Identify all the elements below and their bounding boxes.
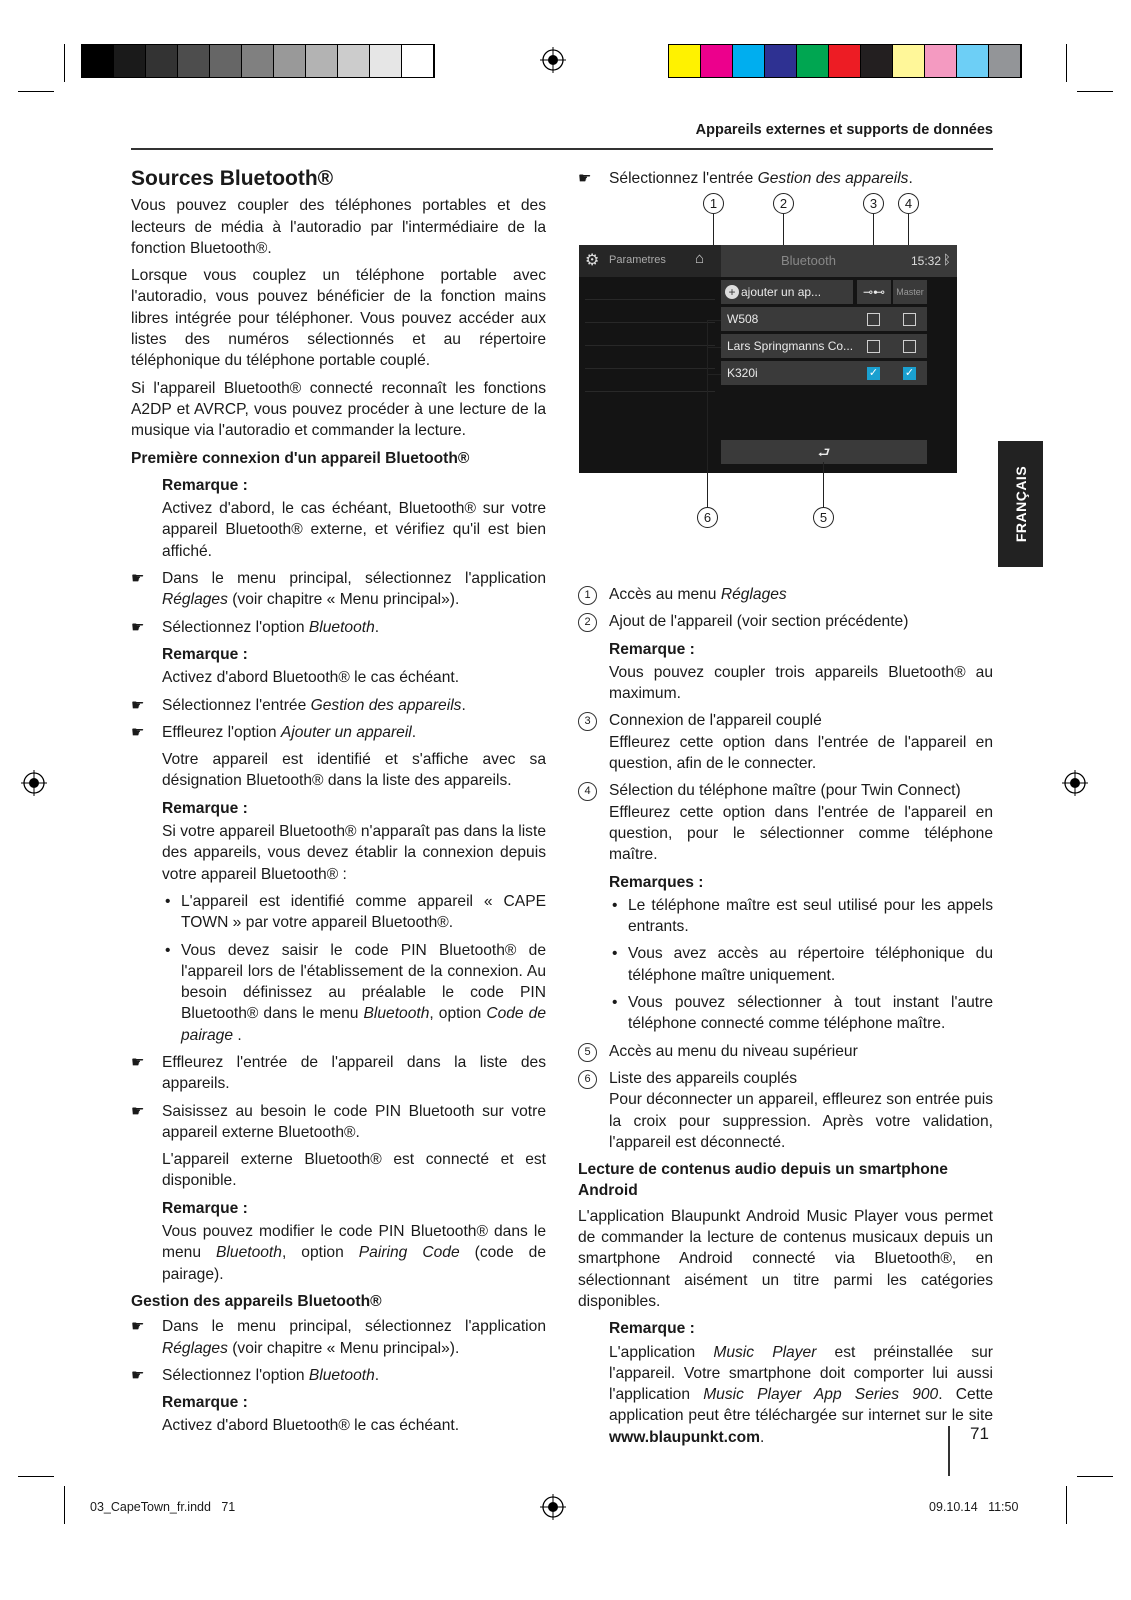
bullet-item: • Vous devez saisir le code PIN Bluetooth® de l'appareil lors de l'établissement de la connexion. Au besoin définissez au préalable le code PIN Bluetooth® dans le menu Bluetooth, option Code de pairage .: [165, 941, 546, 1044]
settings-label[interactable]: Parametres: [609, 254, 666, 266]
instruction-step: ☛ Sélectionnez l'entrée Gestion des appareils.: [578, 168, 993, 189]
leader-line: [707, 374, 721, 375]
bluetooth-icon: ᛒ: [943, 252, 951, 267]
pointing-hand-icon: ☛: [131, 1366, 145, 1384]
back-button[interactable]: [721, 440, 927, 464]
leader-line: [707, 320, 708, 508]
screen-title: Bluetooth: [781, 253, 836, 268]
crop-mark: [1077, 1476, 1113, 1477]
paragraph: Votre appareil est identifié et s'affiche avec sa désignation Bluetooth® dans la liste des appareils.: [162, 751, 546, 790]
note-title: Remarque :: [609, 640, 695, 658]
note-title: Remarques :: [609, 873, 704, 891]
device-row[interactable]: K320i ✓ ✓: [721, 361, 927, 385]
right-top-step: [578, 168, 993, 195]
gear-icon[interactable]: ⚙: [585, 252, 600, 269]
crop-mark: [1066, 1486, 1067, 1524]
paragraph: Si l'appareil Bluetooth® connecté reconnaît les fonctions A2DP et AVRCP, vous pouvez procéder à une lecture de la musique via l'autoradio et commander la lecture.: [131, 379, 546, 440]
registration-mark-icon: [540, 47, 566, 73]
leader-line: [707, 347, 721, 348]
device-row[interactable]: Lars Springmanns Co...: [721, 334, 927, 358]
running-header: Appareils externes et supports de données: [695, 122, 993, 138]
add-device-button[interactable]: + ajouter un ap...: [721, 280, 853, 304]
instruction-step: ☛ Sélectionnez l'entrée Gestion des appareils.: [131, 695, 546, 716]
connect-column-header[interactable]: [857, 280, 891, 304]
connect-checkbox[interactable]: [867, 313, 880, 326]
legend-item: 5 Accès au menu du niveau supérieur: [578, 1041, 993, 1062]
paragraph: Lorsque vous couplez un téléphone portable avec l'autoradio, vous pouvez bénéficier de la fonction mains libres intégrée pour téléphoner. Vous pouvez accéder aux listes des numéros sélectionnés et au répertoire téléphonique du téléphone portable couplé.: [131, 267, 546, 370]
callout-2: 2: [773, 193, 794, 214]
pointing-hand-icon: ☛: [131, 1318, 145, 1336]
master-checkbox[interactable]: [903, 340, 916, 353]
device-row[interactable]: W508: [721, 307, 927, 331]
legend-item: 3 Connexion de l'appareil couplé Effleurez cette option dans l'entrée de l'appareil en question, afin de le connecter.: [578, 710, 993, 774]
note-text: Vous pouvez modifier le code PIN Bluetooth® dans le menu Bluetooth, option Pairing Code (code de pairage).: [162, 1223, 547, 1283]
pointing-hand-icon: ☛: [578, 170, 592, 187]
bullet-item: • Le téléphone maître est seul utilisé pour les appels entrants.: [612, 896, 993, 936]
screen-header: [579, 245, 957, 277]
footer-file: 03_CapeTown_fr.indd 71: [90, 1500, 236, 1514]
master-checkbox[interactable]: [903, 313, 916, 326]
paragraph: Vous pouvez coupler des téléphones portables et des lecteurs de média à l'autoradio par l'intermédiaire de la fonction Bluetooth®.: [131, 197, 546, 257]
note-text: L'application Music Player est préinstallée sur l'appareil. Votre smartphone doit comporter lui aussi l'application Music Player App Series 900. Cette application peut être téléchargée sur internet sur le site www.blaupunkt.com.: [609, 1343, 994, 1446]
note-text: Activez d'abord Bluetooth® le cas échéant.: [162, 1417, 460, 1435]
bluetooth-screen-illustration: [579, 245, 957, 473]
pointing-hand-icon: ☛: [131, 618, 145, 636]
page-number-rule: [948, 1426, 950, 1476]
pointing-hand-icon: ☛: [131, 570, 145, 588]
note-title: Remarque :: [162, 645, 248, 663]
subheading: Première connexion d'un appareil Bluetooth®: [131, 449, 470, 467]
page-number: 71: [970, 1424, 989, 1443]
leader-line: [707, 320, 721, 321]
bullet-item: • L'appareil est identifié comme appareil « CAPE TOWN » par votre appareil Bluetooth®.: [165, 892, 546, 932]
footer-date: 09.10.14 11:50: [929, 1500, 1019, 1514]
back-arrow-icon: ⮐: [817, 444, 831, 460]
callout-1: 1: [703, 193, 724, 214]
paragraph: L'application Blaupunkt Android Music Player vous permet de commander la lecture de contenus musicaux depuis un smartphone Android connecté via Bluetooth®, en sélectionnant aisément un titre parmi les catégories disponibles.: [578, 1207, 993, 1310]
add-device-icon: +: [725, 285, 739, 299]
instruction-step: ☛ Sélectionnez l'option Bluetooth.: [131, 1365, 546, 1386]
pointing-hand-icon: ☛: [131, 696, 145, 714]
legend-item: 6 Liste des appareils couplés Pour déconnecter un appareil, effleurez son entrée puis la croix pour suppression. Après votre validation, l'appareil est déconnecté.: [578, 1068, 993, 1153]
registration-mark-icon: [1062, 770, 1088, 796]
note-text: Activez d'abord Bluetooth® le cas échéant.: [162, 669, 460, 687]
instruction-step: ☛ Saisissez au besoin le code PIN Bluetooth sur votre appareil externe Bluetooth®.: [131, 1102, 546, 1141]
connect-checkbox-checked[interactable]: ✓: [868, 367, 879, 379]
paragraph: L'appareil externe Bluetooth® est connecté et est disponible.: [162, 1151, 546, 1190]
crop-mark: [1077, 91, 1113, 92]
pointing-hand-icon: ☛: [131, 1053, 145, 1071]
callout-6: 6: [697, 507, 718, 528]
crop-mark: [1066, 44, 1067, 82]
note-text: Si votre appareil Bluetooth® n'apparaît pas dans la liste des appareils, vous devez établir la connexion depuis votre appareil Bluetooth® :: [162, 823, 546, 883]
header-rule: [131, 148, 993, 150]
instruction-step: ☛ Dans le menu principal, sélectionnez l'application Réglages (voir chapitre « Menu principal»).: [131, 1318, 546, 1357]
note-title: Remarque :: [609, 1320, 695, 1338]
left-column: [131, 168, 546, 1443]
section-title: Sources Bluetooth®: [131, 167, 334, 190]
home-icon[interactable]: ⌂: [695, 250, 705, 267]
legend-item: 2 Ajout de l'appareil (voir section précédente): [578, 611, 993, 632]
instruction-step: ☛ Dans le menu principal, sélectionnez l'application Réglages (voir chapitre « Menu principal»).: [131, 570, 546, 609]
pointing-hand-icon: ☛: [131, 1102, 145, 1120]
callout-4: 4: [898, 193, 919, 214]
callout-5: 5: [813, 507, 834, 528]
instruction-step: ☛ Sélectionnez l'option Bluetooth.: [131, 617, 546, 638]
clock: 15:32: [911, 254, 942, 268]
registration-mark-icon: [540, 1494, 566, 1520]
bullet-item: • Vous pouvez sélectionner à tout instant l'autre téléphone connecté comme téléphone maître.: [612, 994, 993, 1033]
right-column: [578, 584, 993, 1454]
bullet-item: • Vous avez accès au répertoire téléphonique du téléphone maître uniquement.: [612, 945, 993, 984]
note-title: Remarque :: [162, 476, 248, 494]
registration-mark-icon: [21, 770, 47, 796]
connect-plug-icon: ⊸⊷: [862, 285, 886, 299]
subheading: Lecture de contenus audio depuis un smartphone Android: [578, 1161, 948, 1200]
crop-mark: [64, 44, 65, 82]
connect-checkbox[interactable]: [867, 340, 880, 353]
instruction-step: ☛ Effleurez l'entrée de l'appareil dans la liste des appareils.: [131, 1053, 546, 1093]
language-tab: FRANÇAIS: [998, 441, 1043, 567]
legend-item: 4 Sélection du téléphone maître (pour Twin Connect) Effleurez cette option dans l'entrée de l'appareil en question, pour le sélectionner comme téléphone maître.: [578, 780, 993, 865]
dimmed-menu: [585, 285, 715, 465]
crop-mark: [64, 1486, 65, 1524]
crop-mark: [18, 1476, 54, 1477]
master-column-header[interactable]: Master: [893, 280, 927, 304]
legend-item: 1 Accès au menu Réglages: [578, 584, 993, 605]
cmyk-color-bar: [668, 44, 1022, 78]
pointing-hand-icon: ☛: [131, 723, 145, 741]
master-checkbox-checked[interactable]: ✓: [904, 367, 915, 379]
subheading: Gestion des appareils Bluetooth®: [131, 1292, 382, 1310]
note-title: Remarque :: [162, 1199, 248, 1217]
note-text: Vous pouvez coupler trois appareils Bluetooth® au maximum.: [609, 663, 993, 703]
grayscale-color-bar: [81, 44, 435, 78]
callout-3: 3: [863, 193, 884, 214]
note-title: Remarque :: [162, 1394, 248, 1412]
note-title: Remarque :: [162, 799, 248, 817]
instruction-step: ☛ Effleurez l'option Ajouter un appareil.: [131, 722, 546, 743]
website-link[interactable]: www.blaupunkt.com: [609, 1428, 761, 1446]
leader-line: [823, 462, 824, 508]
note-text: Activez d'abord, le cas échéant, Bluetooth® sur votre appareil Bluetooth® externe, et vérifiez qu'il est bien affiché.: [162, 500, 546, 560]
crop-mark: [18, 91, 54, 92]
